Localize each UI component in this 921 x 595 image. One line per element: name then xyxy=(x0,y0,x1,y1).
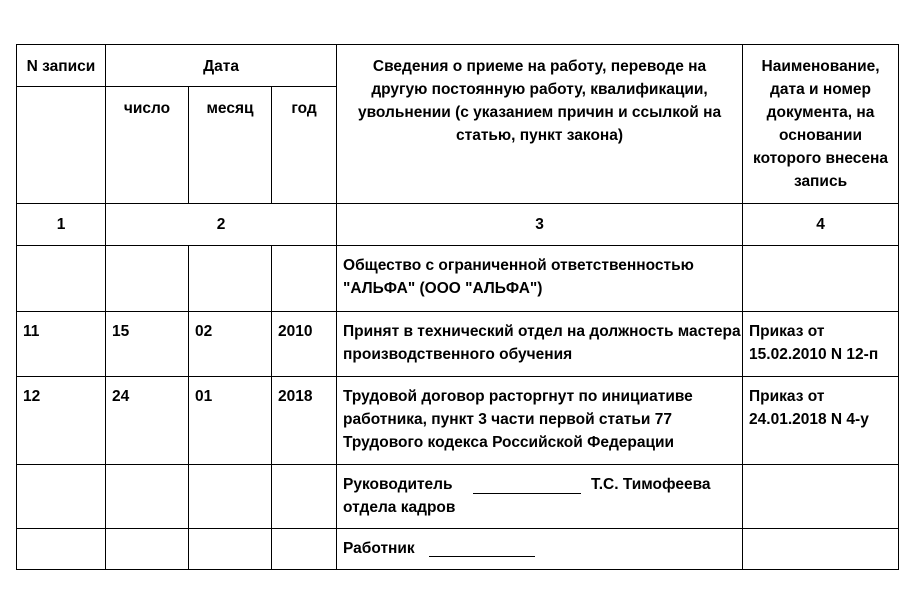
header-record-no-cont xyxy=(17,87,106,204)
empty-cell xyxy=(106,246,189,312)
employee-signature-block xyxy=(337,529,743,570)
organization-name: Общество с ограниченной ответственностью "АЛЬФА" (ООО "АЛЬФА") xyxy=(337,246,743,312)
empty-cell xyxy=(272,246,337,312)
record-document: Приказ от 24.01.2018 N 4-у xyxy=(743,377,899,465)
column-number: 3 xyxy=(337,204,743,246)
signature-row-employee xyxy=(17,529,899,570)
record-no: 12 xyxy=(17,377,106,465)
empty-cell xyxy=(17,465,106,529)
column-number: 2 xyxy=(106,204,337,246)
record-year: 2018 xyxy=(272,377,337,465)
empty-cell xyxy=(17,529,106,570)
empty-cell xyxy=(106,529,189,570)
table-row xyxy=(17,312,899,377)
head-title: Руководитель xyxy=(343,476,453,493)
record-year: 2010 xyxy=(272,312,337,377)
header-date: Дата xyxy=(106,45,337,87)
organization-row xyxy=(17,246,899,312)
header-record-no: N записи xyxy=(17,45,106,87)
header-year: год xyxy=(272,87,337,204)
head-signature-block xyxy=(337,465,743,529)
empty-cell xyxy=(743,465,899,529)
header-month: месяц xyxy=(189,87,272,204)
head-signature-line xyxy=(473,493,581,494)
empty-cell xyxy=(106,465,189,529)
record-no: 11 xyxy=(17,312,106,377)
empty-cell xyxy=(17,246,106,312)
record-day: 24 xyxy=(106,377,189,465)
record-info: Принят в технический отдел на должность мастера производственного обучения xyxy=(337,312,743,377)
column-number: 1 xyxy=(17,204,106,246)
empty-cell xyxy=(189,465,272,529)
record-month: 02 xyxy=(189,312,272,377)
employee-signature-line xyxy=(429,534,535,557)
column-numbers-row xyxy=(17,204,899,246)
empty-cell xyxy=(272,465,337,529)
header-document: Наименование, дата и номер документа, на основании которого внесена запись xyxy=(743,45,899,204)
head-title-line-2: отдела кадров xyxy=(343,499,456,516)
work-book-table xyxy=(16,44,899,570)
empty-cell xyxy=(743,246,899,312)
column-number: 4 xyxy=(743,204,899,246)
table-row xyxy=(17,377,899,465)
record-document: Приказ от 15.02.2010 N 12-п xyxy=(743,312,899,377)
empty-cell xyxy=(189,246,272,312)
header-day: число xyxy=(106,87,189,204)
head-name: Т.С. Тимофеева xyxy=(591,476,711,493)
employee-label: Работник xyxy=(343,540,415,557)
empty-cell xyxy=(743,529,899,570)
empty-cell xyxy=(272,529,337,570)
header-info: Сведения о приеме на работу, переводе на другую постоянную работу, квалификации, увольнении (с указанием причин и ссылкой на статью, пункт закона) xyxy=(337,45,743,204)
empty-cell xyxy=(189,529,272,570)
record-month: 01 xyxy=(189,377,272,465)
header-row xyxy=(17,45,899,87)
signature-row-head xyxy=(17,465,899,529)
record-day: 15 xyxy=(106,312,189,377)
record-info: Трудовой договор расторгнут по инициативе работника, пункт 3 части первой статьи 77 Трудового кодекса Российской Федерации xyxy=(337,377,743,465)
